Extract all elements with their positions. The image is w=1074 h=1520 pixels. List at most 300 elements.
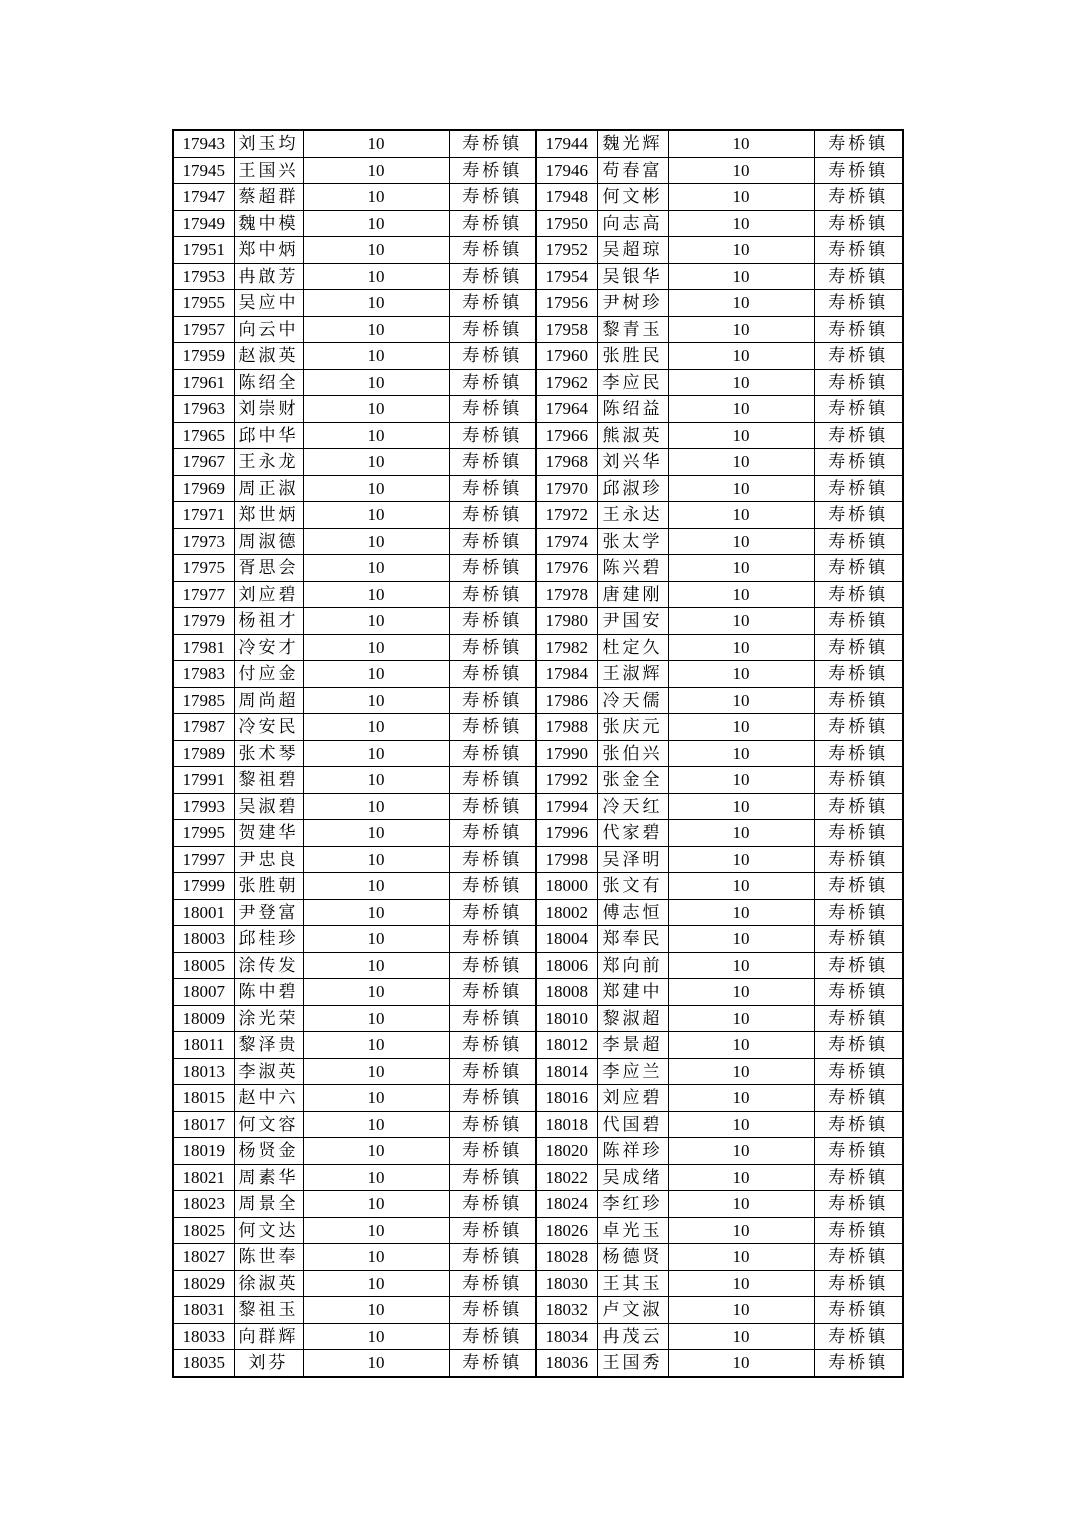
township-cell: 寿桥镇	[814, 846, 903, 873]
person-name-cell: 周尚超	[234, 687, 303, 714]
township-cell: 寿桥镇	[814, 343, 903, 370]
amount-cell: 10	[668, 1270, 814, 1297]
record-id-cell: 18022	[536, 1164, 597, 1191]
table-row	[173, 1297, 903, 1324]
person-name-cell: 尹树珍	[597, 290, 668, 317]
amount-cell: 10	[303, 714, 449, 741]
person-name-cell: 冷安民	[234, 714, 303, 741]
person-name-cell: 向志高	[597, 210, 668, 237]
township-cell: 寿桥镇	[814, 475, 903, 502]
table-row	[173, 926, 903, 953]
person-name-cell: 付应金	[234, 661, 303, 688]
table-row	[173, 1191, 903, 1218]
amount-cell: 10	[668, 1058, 814, 1085]
township-cell: 寿桥镇	[449, 1164, 536, 1191]
table-row	[173, 555, 903, 582]
amount-cell: 10	[668, 820, 814, 847]
person-name-cell: 杨德贤	[597, 1244, 668, 1271]
person-name-cell: 徐淑英	[234, 1270, 303, 1297]
township-cell: 寿桥镇	[449, 130, 536, 157]
record-id-cell: 18005	[173, 952, 234, 979]
record-id-cell: 17958	[536, 316, 597, 343]
amount-cell: 10	[668, 130, 814, 157]
amount-cell: 10	[303, 979, 449, 1006]
person-name-cell: 卢文淑	[597, 1297, 668, 1324]
record-id-cell: 18013	[173, 1058, 234, 1085]
township-cell: 寿桥镇	[449, 899, 536, 926]
person-name-cell: 张金全	[597, 767, 668, 794]
amount-cell: 10	[668, 157, 814, 184]
record-id-cell: 17950	[536, 210, 597, 237]
person-name-cell: 李应兰	[597, 1058, 668, 1085]
record-id-cell: 17981	[173, 634, 234, 661]
person-name-cell: 周素华	[234, 1164, 303, 1191]
township-cell: 寿桥镇	[449, 422, 536, 449]
township-cell: 寿桥镇	[449, 369, 536, 396]
record-id-cell: 18028	[536, 1244, 597, 1271]
person-name-cell: 郑世炳	[234, 502, 303, 529]
township-cell: 寿桥镇	[814, 237, 903, 264]
township-cell: 寿桥镇	[449, 1297, 536, 1324]
amount-cell: 10	[668, 687, 814, 714]
person-name-cell: 冉啟芳	[234, 263, 303, 290]
record-id-cell: 17991	[173, 767, 234, 794]
township-cell: 寿桥镇	[449, 1350, 536, 1377]
township-cell: 寿桥镇	[814, 1217, 903, 1244]
person-name-cell: 陈兴碧	[597, 555, 668, 582]
township-cell: 寿桥镇	[449, 661, 536, 688]
amount-cell: 10	[668, 369, 814, 396]
table-row	[173, 846, 903, 873]
table-row	[173, 1350, 903, 1377]
person-name-cell: 张庆元	[597, 714, 668, 741]
table-row	[173, 263, 903, 290]
person-name-cell: 蔡超群	[234, 184, 303, 211]
table-row	[173, 210, 903, 237]
record-id-cell: 18031	[173, 1297, 234, 1324]
township-cell: 寿桥镇	[449, 1191, 536, 1218]
person-name-cell: 陈绍益	[597, 396, 668, 423]
township-cell: 寿桥镇	[814, 820, 903, 847]
township-cell: 寿桥镇	[814, 1085, 903, 1112]
record-id-cell: 17945	[173, 157, 234, 184]
township-cell: 寿桥镇	[814, 1191, 903, 1218]
record-id-cell: 17987	[173, 714, 234, 741]
record-id-cell: 17948	[536, 184, 597, 211]
record-id-cell: 17969	[173, 475, 234, 502]
record-id-cell: 17951	[173, 237, 234, 264]
amount-cell: 10	[668, 926, 814, 953]
amount-cell: 10	[303, 1032, 449, 1059]
amount-cell: 10	[668, 528, 814, 555]
amount-cell: 10	[668, 422, 814, 449]
table-row	[173, 316, 903, 343]
person-name-cell: 李景超	[597, 1032, 668, 1059]
person-name-cell: 刘玉均	[234, 130, 303, 157]
record-id-cell: 17961	[173, 369, 234, 396]
township-cell: 寿桥镇	[449, 820, 536, 847]
amount-cell: 10	[303, 528, 449, 555]
township-cell: 寿桥镇	[814, 502, 903, 529]
record-id-cell: 18009	[173, 1005, 234, 1032]
township-cell: 寿桥镇	[449, 581, 536, 608]
amount-cell: 10	[303, 237, 449, 264]
record-id-cell: 17967	[173, 449, 234, 476]
amount-cell: 10	[668, 873, 814, 900]
record-id-cell: 17952	[536, 237, 597, 264]
person-name-cell: 张术琴	[234, 740, 303, 767]
amount-cell: 10	[303, 316, 449, 343]
person-name-cell: 黎淑超	[597, 1005, 668, 1032]
table-row	[173, 502, 903, 529]
person-name-cell: 邱桂珍	[234, 926, 303, 953]
township-cell: 寿桥镇	[814, 1032, 903, 1059]
township-cell: 寿桥镇	[814, 555, 903, 582]
amount-cell: 10	[303, 396, 449, 423]
township-cell: 寿桥镇	[449, 926, 536, 953]
amount-cell: 10	[303, 1350, 449, 1377]
table-row	[173, 422, 903, 449]
record-id-cell: 18012	[536, 1032, 597, 1059]
record-id-cell: 18029	[173, 1270, 234, 1297]
amount-cell: 10	[668, 475, 814, 502]
amount-cell: 10	[303, 952, 449, 979]
amount-cell: 10	[303, 1270, 449, 1297]
table-row	[173, 1111, 903, 1138]
person-name-cell: 吴淑碧	[234, 793, 303, 820]
person-name-cell: 陈世奉	[234, 1244, 303, 1271]
person-name-cell: 刘应碧	[597, 1085, 668, 1112]
person-name-cell: 何文达	[234, 1217, 303, 1244]
township-cell: 寿桥镇	[449, 237, 536, 264]
amount-cell: 10	[303, 581, 449, 608]
township-cell: 寿桥镇	[814, 1005, 903, 1032]
township-cell: 寿桥镇	[814, 581, 903, 608]
amount-cell: 10	[668, 449, 814, 476]
person-name-cell: 刘应碧	[234, 581, 303, 608]
person-name-cell: 郑向前	[597, 952, 668, 979]
table-row	[173, 396, 903, 423]
person-name-cell: 邱中华	[234, 422, 303, 449]
record-id-cell: 17982	[536, 634, 597, 661]
amount-cell: 10	[668, 608, 814, 635]
township-cell: 寿桥镇	[449, 1005, 536, 1032]
person-name-cell: 魏中模	[234, 210, 303, 237]
person-name-cell: 何文彬	[597, 184, 668, 211]
township-cell: 寿桥镇	[449, 952, 536, 979]
record-id-cell: 18011	[173, 1032, 234, 1059]
person-name-cell: 陈祥珍	[597, 1138, 668, 1165]
amount-cell: 10	[303, 820, 449, 847]
record-id-cell: 17947	[173, 184, 234, 211]
person-name-cell: 李应民	[597, 369, 668, 396]
amount-cell: 10	[668, 210, 814, 237]
person-name-cell: 冷天儒	[597, 687, 668, 714]
record-id-cell: 18027	[173, 1244, 234, 1271]
table-row	[173, 767, 903, 794]
amount-cell: 10	[668, 396, 814, 423]
amount-cell: 10	[303, 555, 449, 582]
person-name-cell: 涂光荣	[234, 1005, 303, 1032]
amount-cell: 10	[303, 740, 449, 767]
township-cell: 寿桥镇	[814, 767, 903, 794]
person-name-cell: 吴应中	[234, 290, 303, 317]
person-name-cell: 冉茂云	[597, 1323, 668, 1350]
person-name-cell: 王永龙	[234, 449, 303, 476]
amount-cell: 10	[303, 926, 449, 953]
record-id-cell: 17946	[536, 157, 597, 184]
table-row	[173, 608, 903, 635]
record-id-cell: 18018	[536, 1111, 597, 1138]
table-row	[173, 820, 903, 847]
township-cell: 寿桥镇	[814, 1244, 903, 1271]
person-name-cell: 郑中炳	[234, 237, 303, 264]
township-cell: 寿桥镇	[814, 899, 903, 926]
person-name-cell: 王永达	[597, 502, 668, 529]
amount-cell: 10	[303, 343, 449, 370]
amount-cell: 10	[668, 767, 814, 794]
person-name-cell: 黎祖玉	[234, 1297, 303, 1324]
record-id-cell: 17988	[536, 714, 597, 741]
table-row	[173, 899, 903, 926]
amount-cell: 10	[303, 767, 449, 794]
person-name-cell: 向群辉	[234, 1323, 303, 1350]
person-name-cell: 吴超琼	[597, 237, 668, 264]
township-cell: 寿桥镇	[814, 157, 903, 184]
person-name-cell: 卓光玉	[597, 1217, 668, 1244]
township-cell: 寿桥镇	[449, 343, 536, 370]
amount-cell: 10	[668, 581, 814, 608]
record-id-cell: 18030	[536, 1270, 597, 1297]
township-cell: 寿桥镇	[449, 555, 536, 582]
amount-cell: 10	[668, 793, 814, 820]
person-name-cell: 王国兴	[234, 157, 303, 184]
person-name-cell: 李淑英	[234, 1058, 303, 1085]
record-id-cell: 17964	[536, 396, 597, 423]
person-name-cell: 尹登富	[234, 899, 303, 926]
person-name-cell: 熊淑英	[597, 422, 668, 449]
table-row	[173, 237, 903, 264]
township-cell: 寿桥镇	[449, 449, 536, 476]
record-id-cell: 18008	[536, 979, 597, 1006]
township-cell: 寿桥镇	[814, 1111, 903, 1138]
record-id-cell: 18035	[173, 1350, 234, 1377]
record-id-cell: 17970	[536, 475, 597, 502]
amount-cell: 10	[303, 1111, 449, 1138]
township-cell: 寿桥镇	[449, 873, 536, 900]
amount-cell: 10	[303, 1297, 449, 1324]
person-name-cell: 陈绍全	[234, 369, 303, 396]
table-row	[173, 1217, 903, 1244]
amount-cell: 10	[668, 263, 814, 290]
record-id-cell: 18036	[536, 1350, 597, 1377]
person-name-cell: 周正淑	[234, 475, 303, 502]
amount-cell: 10	[668, 1085, 814, 1112]
amount-cell: 10	[668, 1350, 814, 1377]
person-name-cell: 邱淑珍	[597, 475, 668, 502]
township-cell: 寿桥镇	[814, 979, 903, 1006]
person-name-cell: 杜定久	[597, 634, 668, 661]
amount-cell: 10	[303, 130, 449, 157]
person-name-cell: 王淑辉	[597, 661, 668, 688]
amount-cell: 10	[303, 608, 449, 635]
record-id-cell: 17983	[173, 661, 234, 688]
table-row	[173, 661, 903, 688]
township-cell: 寿桥镇	[449, 1138, 536, 1165]
township-cell: 寿桥镇	[449, 157, 536, 184]
person-name-cell: 张太学	[597, 528, 668, 555]
record-id-cell: 17996	[536, 820, 597, 847]
table-row	[173, 1032, 903, 1059]
amount-cell: 10	[303, 1138, 449, 1165]
table-row	[173, 475, 903, 502]
amount-cell: 10	[668, 740, 814, 767]
person-name-cell: 王其玉	[597, 1270, 668, 1297]
township-cell: 寿桥镇	[814, 130, 903, 157]
roster-table-body	[173, 130, 903, 1377]
person-name-cell: 赵淑英	[234, 343, 303, 370]
record-id-cell: 17949	[173, 210, 234, 237]
township-cell: 寿桥镇	[449, 316, 536, 343]
person-name-cell: 黎祖碧	[234, 767, 303, 794]
record-id-cell: 17978	[536, 581, 597, 608]
record-id-cell: 18024	[536, 1191, 597, 1218]
record-id-cell: 17989	[173, 740, 234, 767]
township-cell: 寿桥镇	[449, 1058, 536, 1085]
township-cell: 寿桥镇	[814, 528, 903, 555]
table-row	[173, 581, 903, 608]
person-name-cell: 向云中	[234, 316, 303, 343]
table-row	[173, 1270, 903, 1297]
record-id-cell: 17953	[173, 263, 234, 290]
table-row	[173, 1323, 903, 1350]
township-cell: 寿桥镇	[814, 608, 903, 635]
amount-cell: 10	[303, 184, 449, 211]
record-id-cell: 17954	[536, 263, 597, 290]
township-cell: 寿桥镇	[814, 1164, 903, 1191]
table-row	[173, 873, 903, 900]
person-name-cell: 苟春富	[597, 157, 668, 184]
person-name-cell: 杨贤金	[234, 1138, 303, 1165]
record-id-cell: 17995	[173, 820, 234, 847]
person-name-cell: 赵中六	[234, 1085, 303, 1112]
township-cell: 寿桥镇	[449, 1323, 536, 1350]
record-id-cell: 18014	[536, 1058, 597, 1085]
person-name-cell: 陈中碧	[234, 979, 303, 1006]
person-name-cell: 吴成绪	[597, 1164, 668, 1191]
record-id-cell: 18021	[173, 1164, 234, 1191]
township-cell: 寿桥镇	[449, 979, 536, 1006]
record-id-cell: 18020	[536, 1138, 597, 1165]
amount-cell: 10	[668, 1217, 814, 1244]
person-name-cell: 涂传发	[234, 952, 303, 979]
record-id-cell: 17956	[536, 290, 597, 317]
record-id-cell: 17960	[536, 343, 597, 370]
record-id-cell: 17990	[536, 740, 597, 767]
township-cell: 寿桥镇	[814, 952, 903, 979]
record-id-cell: 18023	[173, 1191, 234, 1218]
person-name-cell: 黎泽贵	[234, 1032, 303, 1059]
record-id-cell: 18002	[536, 899, 597, 926]
amount-cell: 10	[668, 1005, 814, 1032]
amount-cell: 10	[668, 1244, 814, 1271]
township-cell: 寿桥镇	[449, 608, 536, 635]
township-cell: 寿桥镇	[449, 210, 536, 237]
amount-cell: 10	[303, 846, 449, 873]
person-name-cell: 唐建刚	[597, 581, 668, 608]
record-id-cell: 17972	[536, 502, 597, 529]
amount-cell: 10	[303, 449, 449, 476]
township-cell: 寿桥镇	[814, 634, 903, 661]
table-row	[173, 740, 903, 767]
township-cell: 寿桥镇	[814, 1323, 903, 1350]
record-id-cell: 17943	[173, 130, 234, 157]
township-cell: 寿桥镇	[449, 1244, 536, 1271]
record-id-cell: 18004	[536, 926, 597, 953]
amount-cell: 10	[668, 502, 814, 529]
township-cell: 寿桥镇	[449, 1032, 536, 1059]
table-row	[173, 714, 903, 741]
amount-cell: 10	[668, 846, 814, 873]
record-id-cell: 17975	[173, 555, 234, 582]
person-name-cell: 李红珍	[597, 1191, 668, 1218]
table-row	[173, 184, 903, 211]
person-name-cell: 张伯兴	[597, 740, 668, 767]
township-cell: 寿桥镇	[814, 369, 903, 396]
township-cell: 寿桥镇	[449, 740, 536, 767]
record-id-cell: 17974	[536, 528, 597, 555]
person-name-cell: 尹国安	[597, 608, 668, 635]
record-id-cell: 17997	[173, 846, 234, 873]
record-id-cell: 17963	[173, 396, 234, 423]
table-row	[173, 290, 903, 317]
township-cell: 寿桥镇	[449, 290, 536, 317]
township-cell: 寿桥镇	[449, 1270, 536, 1297]
township-cell: 寿桥镇	[814, 714, 903, 741]
amount-cell: 10	[668, 952, 814, 979]
person-name-cell: 吴银华	[597, 263, 668, 290]
amount-cell: 10	[303, 210, 449, 237]
amount-cell: 10	[303, 475, 449, 502]
amount-cell: 10	[303, 873, 449, 900]
record-id-cell: 17986	[536, 687, 597, 714]
table-row	[173, 157, 903, 184]
township-cell: 寿桥镇	[449, 184, 536, 211]
table-row	[173, 1138, 903, 1165]
person-name-cell: 黎青玉	[597, 316, 668, 343]
record-id-cell: 17992	[536, 767, 597, 794]
township-cell: 寿桥镇	[449, 1217, 536, 1244]
amount-cell: 10	[303, 263, 449, 290]
table-row	[173, 1164, 903, 1191]
table-row	[173, 130, 903, 157]
record-id-cell: 17957	[173, 316, 234, 343]
township-cell: 寿桥镇	[449, 263, 536, 290]
person-name-cell: 杨祖才	[234, 608, 303, 635]
amount-cell: 10	[668, 1191, 814, 1218]
person-name-cell: 傅志恒	[597, 899, 668, 926]
township-cell: 寿桥镇	[449, 714, 536, 741]
amount-cell: 10	[668, 979, 814, 1006]
record-id-cell: 18019	[173, 1138, 234, 1165]
person-name-cell: 周淑德	[234, 528, 303, 555]
amount-cell: 10	[303, 1085, 449, 1112]
table-row	[173, 1058, 903, 1085]
amount-cell: 10	[303, 422, 449, 449]
township-cell: 寿桥镇	[814, 873, 903, 900]
amount-cell: 10	[303, 1058, 449, 1085]
amount-cell: 10	[303, 1005, 449, 1032]
